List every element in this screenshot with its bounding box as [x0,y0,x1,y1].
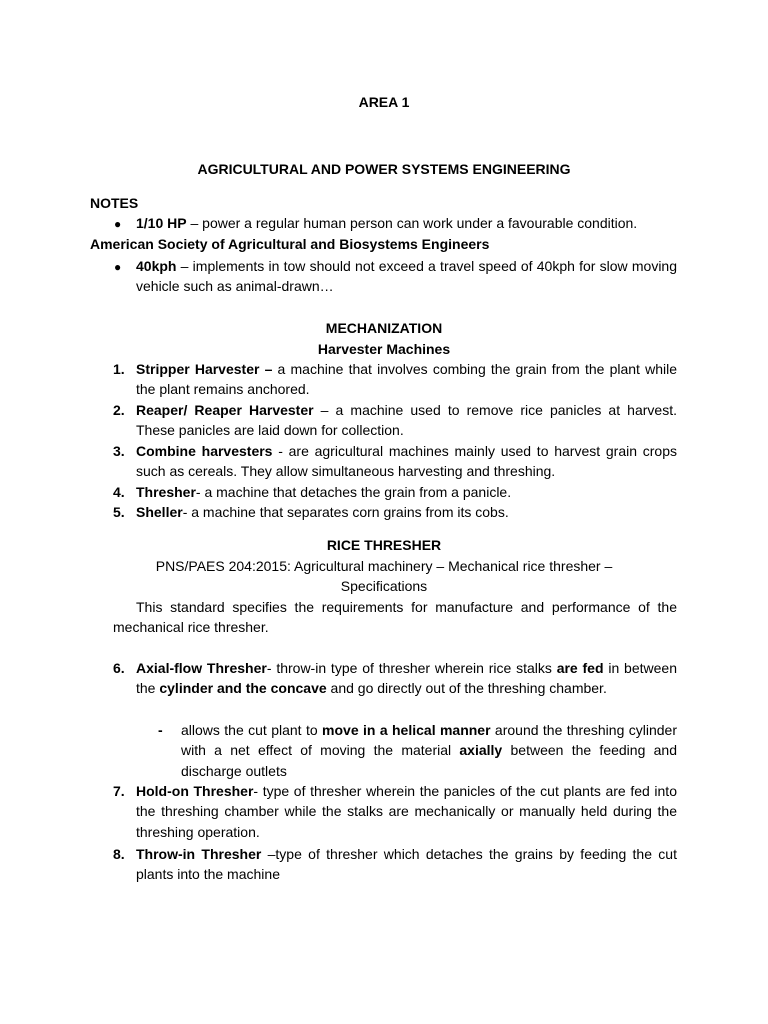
note-2-term: 40kph [136,258,177,274]
item-text: a machine that involves combing the grain from the plant while the plant remains anchored. [136,361,678,398]
harvester-subheading: Harvester Machines [317,341,451,357]
list-item [136,400,677,441]
item-text: - are agricultural machines mainly used to harvest grain crops such as cereals. They allow simultaneous harvesting and threshing. [136,443,677,480]
sub-item-helical [181,720,677,781]
list-number: 7. [113,783,125,799]
item-emphasis: are fed [556,660,604,676]
sub-bullet-dash: - [158,722,163,738]
bullet-icon: ● [114,217,122,231]
item-term: Hold-on Thresher [136,783,254,799]
main-title: AGRICULTURAL AND POWER SYSTEMS ENGINEERING [197,161,571,177]
rice-thresher-heading: RICE THRESHER [326,537,442,553]
sub-emphasis: move in a helical manner [322,722,491,738]
item-text: - type of thresher wherein the panicles of the cut plants are fed into the threshing chamber while the stalks are mechanically or manually held during the threshing operation. [136,783,677,840]
list-item [136,359,677,400]
item-text: – a machine used to remove rice panicles at harvest. These panicles are laid down for collection. [136,402,677,439]
list-item [136,502,677,522]
list-item-throw-in [136,844,677,885]
area-title: AREA 1 [358,94,410,110]
item-text: - a machine that detaches the grain from a panicle. [195,484,512,500]
org-name: American Society of Agricultural and Biosystems Engineers [90,236,490,252]
item-term: Combine harvesters [136,443,273,459]
list-item [136,482,677,502]
list-item-hold-on [136,781,677,842]
list-number: 2. [113,402,125,418]
item-term: Throw-in Thresher [136,846,262,862]
item-term: Reaper/ Reaper Harvester [136,402,314,418]
item-emphasis: cylinder and the concave [159,680,327,697]
sub-text: allows the cut plant to [181,722,323,738]
note-2 [136,256,677,297]
note-1 [136,213,681,233]
note-1-term: 1/10 HP [136,215,187,231]
item-text: - a machine that separates corn grains from its cobs. [182,504,509,520]
standard-intro: This standard specifies the requirements for manufacture and performance of the mechanical rice thresher. [113,599,677,636]
list-item [136,441,677,482]
sub-emphasis: axially [459,742,503,759]
list-number: 1. [113,361,125,377]
list-number: 8. [113,846,125,862]
standard-reference: PNS/PAES 204:2015: Agricultural machinery – Mechanical rice thresher – Specifications [155,558,613,595]
item-term: Thresher [136,484,196,500]
note-1-text: – power a regular human person can work under a favourable condition. [186,215,638,231]
item-term: Sheller [136,504,183,520]
sub-text: around the threshing cylinder with a net effect of moving the material [181,722,677,759]
bullet-icon: ● [114,260,122,274]
list-number: 4. [113,484,125,500]
notes-heading: NOTES [90,195,139,211]
mechanization-heading: MECHANIZATION [325,320,443,336]
item-text: in between the [136,660,677,697]
list-number: 3. [113,443,125,459]
item-text: and go directly out of the threshing chamber. [326,680,607,697]
list-number: 6. [113,660,125,676]
item-text: –type of thresher which detaches the grains by feeding the cut plants into the machine [136,846,677,883]
item-term: Stripper Harvester – [136,361,273,377]
note-2-text: – implements in tow should not exceed a travel speed of 40kph for slow moving vehicle such as animal-drawn… [136,258,677,295]
item-text: - throw-in type of thresher wherein rice stalks [266,660,557,676]
item-term: Axial-flow Thresher [136,660,267,676]
list-number: 5. [113,504,125,520]
list-item-axial-flow [136,658,677,699]
sub-text: between the feeding and discharge outlets [181,742,677,779]
